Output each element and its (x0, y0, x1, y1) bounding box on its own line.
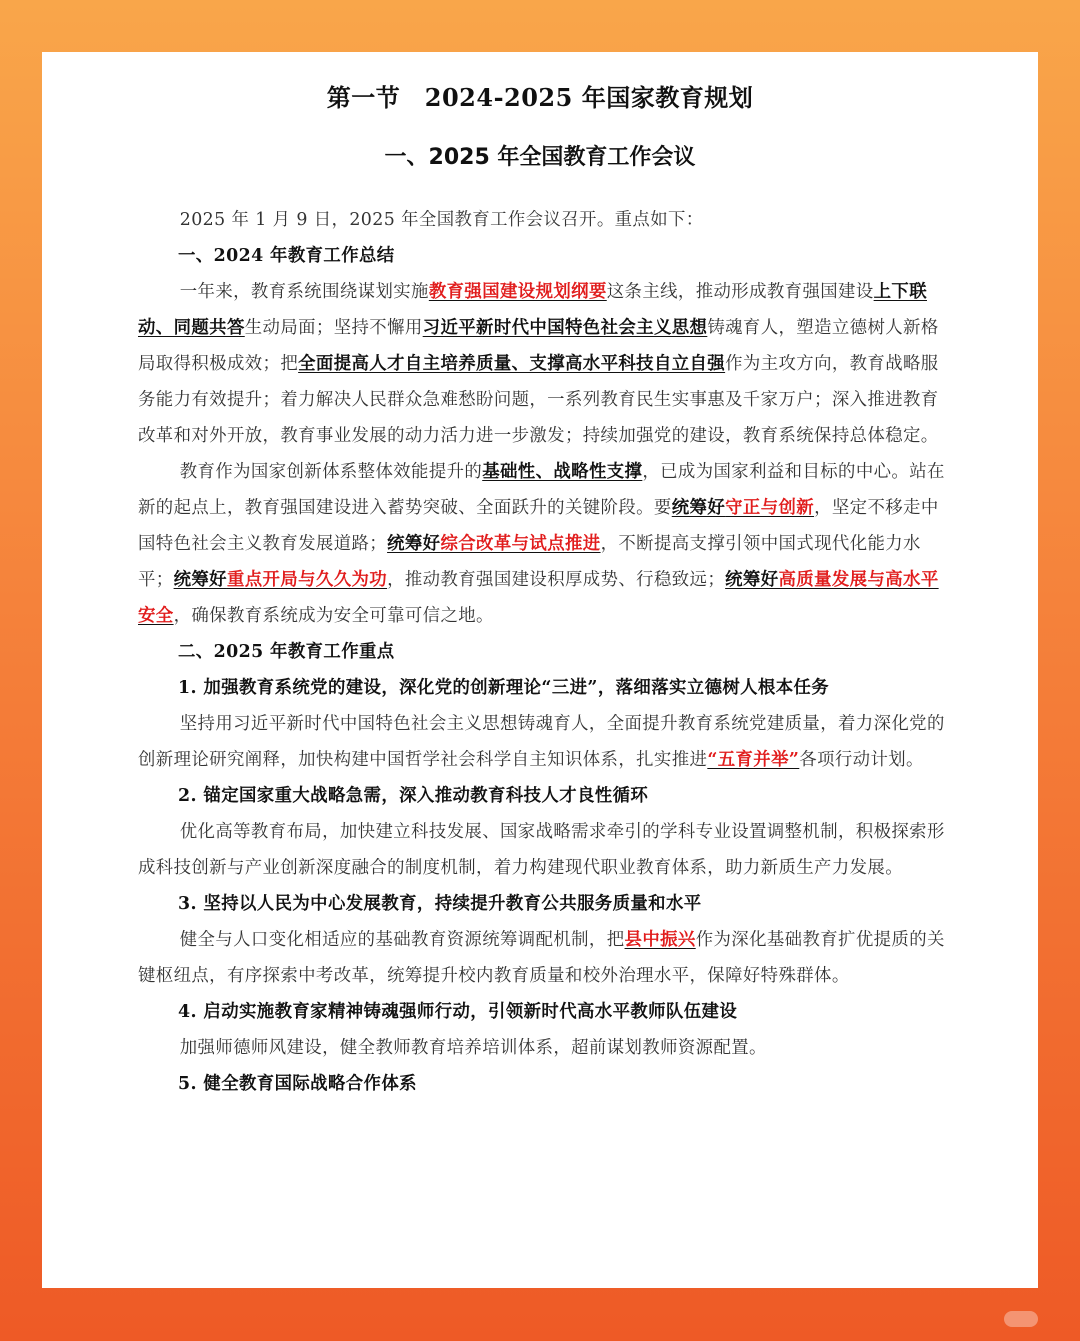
section-heading-summary: 一、2024 年教育工作总结 (178, 246, 395, 266)
section-heading-priorities: 二、2025 年教育工作重点 (178, 642, 395, 662)
priority-heading-5: 5. 健全教育国际战略合作体系 (178, 1074, 417, 1094)
priority-heading-2: 2. 锚定国家重大战略急需，深入推动教育科技人才良性循环 (178, 786, 649, 806)
priority-heading-3: 3. 坚持以人民为中心发展教育，持续提升教育公共服务质量和水平 (178, 894, 702, 914)
highlight-text: 上下联动、同题共答 (138, 282, 927, 338)
watermark-badge (1004, 1311, 1038, 1327)
highlight-text: 基础性、战略性支撑 (482, 462, 643, 482)
summary-paragraph-2: 教育作为国家创新体系整体效能提升的基础性、战略性支撑，已成为国家利益和目标的中心。站在新的起点上，教育强国建设进入蓄势突破、全面跃升的关键阶段。要统筹好守正与创新，坚定不移走中国特色社会主义教育发展道路；统筹好综合改革与试点推进，不断提高支撑引领中国式现代化能力水平；统筹好重点开局与久久为功，推动教育强国建设积厚成势、行稳致远；统筹好高质量发展与高水平安全，确保教育系统成为安全可靠可信之地。 (138, 462, 945, 626)
intro-paragraph: 2025 年 1 月 9 日，2025 年全国教育工作会议召开。重点如下： (179, 210, 704, 230)
highlight-text: 统筹好 (387, 534, 441, 554)
highlight-text: 全面提高人才自主培养质量、支撑高水平科技自立自强 (298, 354, 726, 374)
highlight-text: 统筹好 (725, 570, 779, 590)
highlight-text: 重点开局与久久为功 (226, 570, 388, 590)
priority-text-2: 优化高等教育布局，加快建立科技发展、国家战略需求牵引的学科专业设置调整机制，积极探索形成科技创新与产业创新深度融合的制度机制，着力构建现代职业教育体系，助力新质生产力发展。 (138, 822, 945, 878)
highlight-text: 县中振兴 (624, 930, 696, 950)
highlight-text: 高质量发展与高水平安全 (138, 570, 939, 626)
page-subtitle: 一、2025 年全国教育工作会议 (384, 145, 696, 170)
highlight-text: 统筹好 (671, 498, 726, 518)
highlight-text: 教育强国建设规划纲要 (428, 282, 607, 302)
document-page (42, 52, 1038, 1288)
priority-text-3: 健全与人口变化相适应的基础教育资源统筹调配机制，把县中振兴作为深化基础教育扩优提质的关键枢纽点，有序探索中考改革，统筹提升校内教育质量和校外治理水平，保障好特殊群体。 (138, 930, 945, 986)
priority-text-4: 加强师德师风建设，健全教师教育培养培训体系，超前谋划教师资源配置。 (179, 1038, 767, 1058)
highlight-text: “五育并举” (707, 750, 800, 770)
document-body (138, 202, 948, 1102)
priority-text-1: 坚持用习近平新时代中国特色社会主义思想铸魂育人，全面提升教育系统党建质量，着力深化党的创新理论研究阐释，加快构建中国哲学社会科学自主知识体系，扎实推进“五育并举”各项行动计划。 (138, 714, 945, 770)
page-title: 第一节 2024-2025 年国家教育规划 (326, 83, 754, 112)
highlight-text: 统筹好 (173, 570, 227, 590)
priority-heading-1: 1. 加强教育系统党的建设，深化党的创新理论“三进”，落细落实立德树人根本任务 (178, 678, 830, 698)
highlight-text: 综合改革与试点推进 (440, 534, 601, 554)
highlight-text: 守正与创新 (725, 498, 815, 518)
summary-paragraph-1: 一年来，教育系统围绕谋划实施教育强国建设规划纲要这条主线，推动形成教育强国建设上下联动、同题共答生动局面；坚持不懈用习近平新时代中国特色社会主义思想铸魂育人，塑造立德树人新格局取得积极成效；把全面提高人才自主培养质量、支撑高水平科技自立自强作为主攻方向，教育战略服务能力有效提升；着力解决人民群众急难愁盼问题，一系列教育民生实事惠及千家万户；深入推进教育改革和对外开放，教育事业发展的动力活力进一步激发；持续加强党的建设，教育系统保持总体稳定。 (138, 282, 939, 446)
priority-heading-4: 4. 启动实施教育家精神铸魂强师行动，引领新时代高水平教师队伍建设 (178, 1002, 738, 1022)
highlight-text: 习近平新时代中国特色社会主义思想 (422, 318, 708, 338)
